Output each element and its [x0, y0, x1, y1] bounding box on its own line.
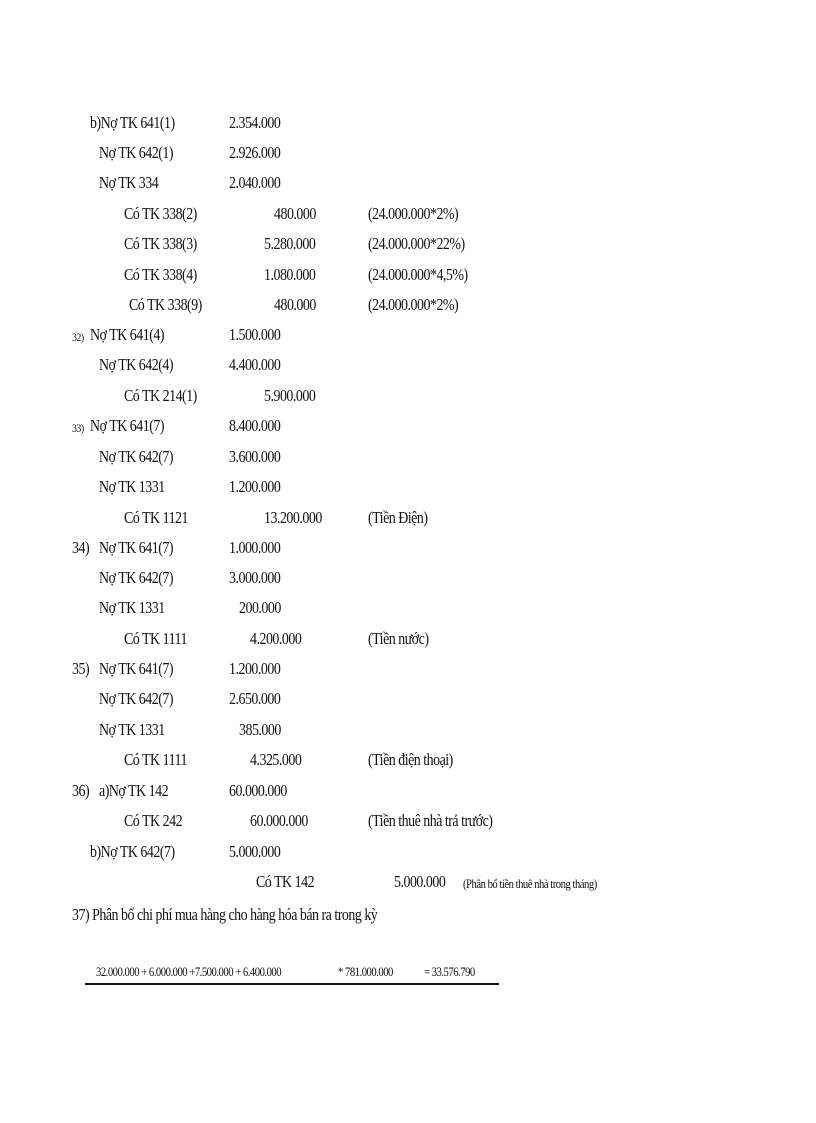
account-label: Có TK 242: [124, 811, 183, 830]
note-text: (24.000.000*4,5%): [368, 265, 468, 284]
amount-value: 5.900.000: [264, 386, 316, 405]
account-label: Có TK 338(3): [124, 234, 197, 253]
amount-value: 200.000: [239, 598, 281, 617]
account-label: Nợ TK 642(4): [99, 355, 174, 374]
account-label: Nợ TK 641(7): [99, 538, 174, 557]
amount-value: 3.000.000: [229, 568, 281, 587]
note-text: (Tiền Điện): [368, 508, 428, 527]
amount-value: 480.000: [274, 295, 316, 314]
entry-number: 34): [72, 538, 90, 557]
account-label: Nợ TK 334: [99, 173, 159, 192]
amount-value: 60.000.000: [229, 781, 287, 800]
entry-number: 33): [72, 421, 84, 435]
section-title: 37) Phân bổ chi phí mua hàng cho hàng hóa bán ra trong kỳ: [72, 905, 378, 924]
entry-number: 36): [72, 781, 90, 800]
account-label: a)Nợ TK 142: [99, 781, 169, 800]
note-text: (Phân bổ tiền thuê nhà trong tháng): [463, 876, 597, 891]
account-label: Nợ TK 642(7): [99, 689, 174, 708]
amount-value: 5.000.000: [394, 872, 446, 891]
formula-numerator: 32.000.000 + 6.000.000 +7.500.000 + 6.400.000: [96, 964, 282, 979]
amount-value: 1.200.000: [229, 477, 281, 496]
amount-value: 2.650.000: [229, 689, 281, 708]
amount-value: 8.400.000: [229, 416, 281, 435]
note-text: (24.000.000*2%): [368, 204, 459, 223]
account-label: Có TK 1111: [124, 629, 187, 648]
account-label: Nợ TK 642(1): [99, 143, 174, 162]
amount-value: 1.200.000: [229, 659, 281, 678]
amount-value: 3.600.000: [229, 447, 281, 466]
note-text: (Tiền nước): [368, 629, 429, 648]
note-text: (24.000.000*22%): [368, 234, 465, 253]
amount-value: 4.325.000: [250, 750, 302, 769]
formula-result: = 33.576.790: [424, 964, 475, 979]
account-label: Có TK 338(9): [129, 295, 202, 314]
account-label: Có TK 214(1): [124, 386, 197, 405]
amount-value: 2.926.000: [229, 143, 281, 162]
account-label: Có TK 338(4): [124, 265, 197, 284]
amount-value: 2.354.000: [229, 113, 281, 132]
account-label: Nợ TK 641(7): [99, 659, 174, 678]
account-label: Có TK 338(2): [124, 204, 197, 223]
account-label: Nợ TK 1331: [99, 477, 165, 496]
amount-value: 4.400.000: [229, 355, 281, 374]
note-text: (24.000.000*2%): [368, 295, 459, 314]
fraction-line: [85, 983, 499, 985]
entry-number: 35): [72, 659, 90, 678]
account-label: Nợ TK 1331: [99, 720, 165, 739]
formula-multiplier: * 781.000.000: [338, 964, 393, 979]
account-label: b)Nợ TK 641(1): [90, 113, 175, 132]
amount-value: 1.500.000: [229, 325, 281, 344]
amount-value: 1.000.000: [229, 538, 281, 557]
amount-value: 5.280.000: [264, 234, 316, 253]
account-label: Nợ TK 641(7): [90, 416, 165, 435]
note-text: (Tiền điện thoại): [368, 750, 453, 769]
amount-value: 4.200.000: [250, 629, 302, 648]
account-label: Nợ TK 642(7): [99, 568, 174, 587]
account-label: Nợ TK 642(7): [99, 447, 174, 466]
account-label: Có TK 142: [256, 872, 315, 891]
amount-value: 13.200.000: [264, 508, 322, 527]
account-label: Nợ TK 641(4): [90, 325, 165, 344]
entry-number: 32): [72, 330, 84, 344]
amount-value: 480.000: [274, 204, 316, 223]
amount-value: 60.000.000: [250, 811, 308, 830]
account-label: Có TK 1111: [124, 750, 187, 769]
amount-value: 5.000.000: [229, 842, 281, 861]
amount-value: 385.000: [239, 720, 281, 739]
note-text: (Tiền thuê nhà trả trước): [368, 811, 493, 830]
account-label: Có TK 1121: [124, 508, 189, 527]
account-label: Nợ TK 1331: [99, 598, 165, 617]
amount-value: 2.040.000: [229, 173, 281, 192]
amount-value: 1.080.000: [264, 265, 316, 284]
account-label: b)Nợ TK 642(7): [90, 842, 175, 861]
